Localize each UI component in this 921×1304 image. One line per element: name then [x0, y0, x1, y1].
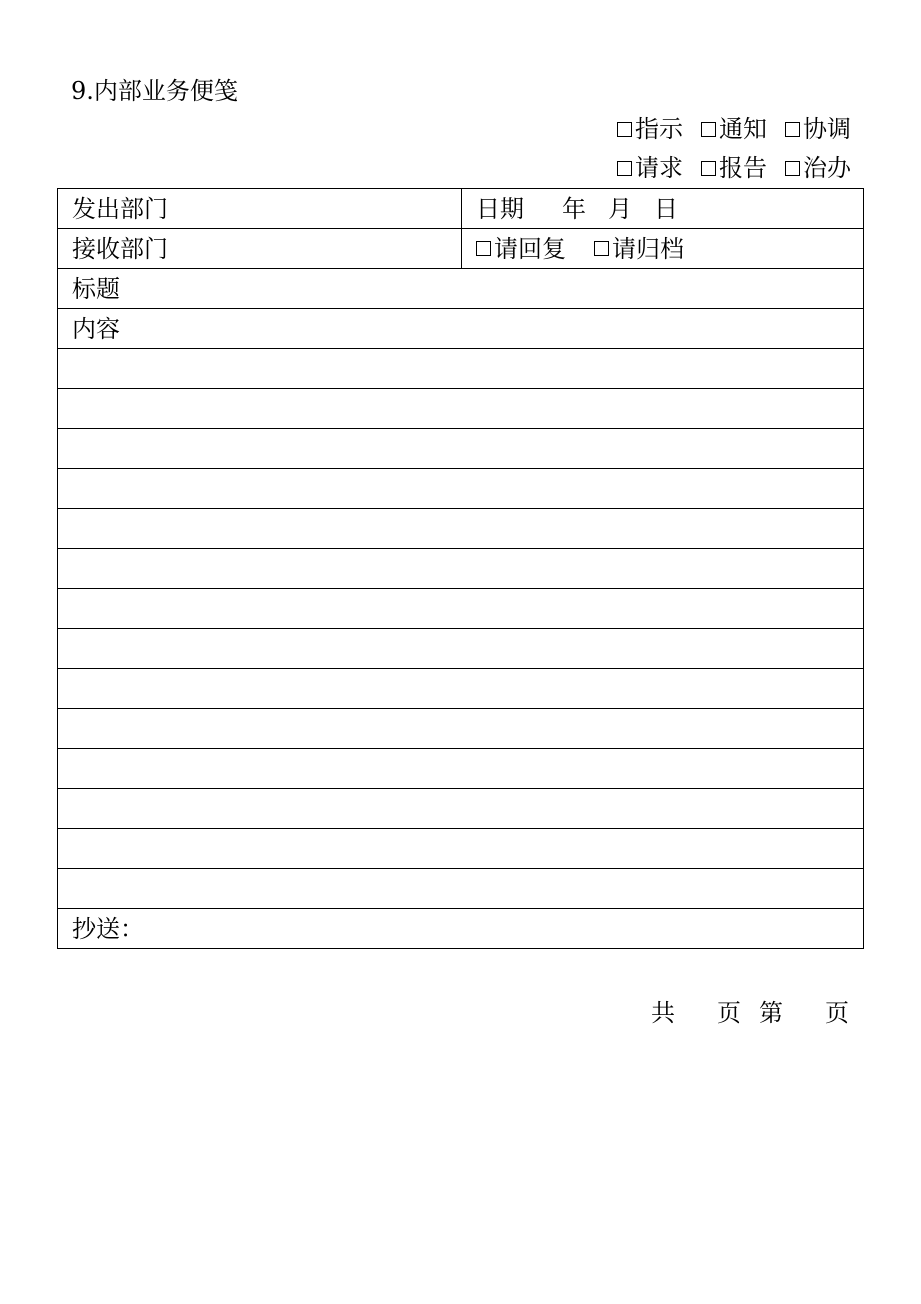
- memo-type-label: 报告: [719, 154, 767, 182]
- memo-type-option-handle[interactable]: [785, 151, 851, 185]
- month-label: 月: [608, 194, 632, 223]
- content-line-field[interactable]: [58, 549, 864, 589]
- content-line-field[interactable]: [58, 429, 864, 469]
- content-line: [58, 429, 864, 469]
- content-line: [58, 789, 864, 829]
- content-line-field[interactable]: [58, 829, 864, 869]
- content-line-field[interactable]: [58, 749, 864, 789]
- subject-field[interactable]: [58, 269, 864, 309]
- checkbox-icon[interactable]: [785, 122, 800, 137]
- reply-option[interactable]: [476, 230, 566, 268]
- checkbox-icon[interactable]: [617, 122, 632, 137]
- content-line: [58, 709, 864, 749]
- checkbox-icon[interactable]: [785, 161, 800, 176]
- memo-type-option-report[interactable]: [701, 151, 767, 185]
- memo-type-label: 请求: [635, 154, 683, 182]
- cc-row: [58, 909, 864, 949]
- content-line-field[interactable]: [58, 509, 864, 549]
- pager-page-word: 页: [717, 999, 741, 1027]
- checkbox-icon[interactable]: [701, 122, 716, 137]
- content-line: [58, 549, 864, 589]
- pager-current-prefix: 第: [759, 999, 783, 1027]
- cc-label: 抄送：: [72, 914, 144, 943]
- cc-field[interactable]: [58, 909, 864, 949]
- reply-label: 请回复: [494, 234, 566, 263]
- year-label: 年: [562, 194, 586, 223]
- date-field[interactable]: [462, 189, 864, 229]
- content-line: [58, 629, 864, 669]
- receiver-label: 接收部门: [72, 234, 168, 263]
- content-line: [58, 589, 864, 629]
- page-counter: [651, 996, 849, 1030]
- memo-type-option-coordinate[interactable]: [785, 112, 851, 146]
- memo-type-label: 协调: [803, 115, 851, 143]
- memo-type-option-instruction[interactable]: [617, 112, 683, 146]
- content-line-field[interactable]: [58, 469, 864, 509]
- subject-label: 标题: [72, 274, 120, 303]
- checkbox-icon[interactable]: [476, 241, 491, 256]
- sender-field[interactable]: [58, 189, 462, 229]
- content-line-field[interactable]: [58, 869, 864, 909]
- memo-type-option-request[interactable]: [617, 151, 683, 185]
- content-row: [58, 309, 864, 349]
- memo-type-label: 治办: [803, 154, 851, 182]
- memo-type-option-notice[interactable]: [701, 112, 767, 146]
- sender-row: [58, 189, 864, 229]
- content-line: [58, 829, 864, 869]
- content-line: [58, 469, 864, 509]
- content-field[interactable]: [58, 309, 864, 349]
- content-line-field[interactable]: [58, 669, 864, 709]
- subject-row: [58, 269, 864, 309]
- checkbox-icon[interactable]: [594, 241, 609, 256]
- content-line-field[interactable]: [58, 629, 864, 669]
- content-line: [58, 869, 864, 909]
- content-line: [58, 749, 864, 789]
- checkbox-icon[interactable]: [701, 161, 716, 176]
- receiver-row: [58, 229, 864, 269]
- memo-form-table: [57, 188, 864, 949]
- content-label: 内容: [72, 314, 120, 343]
- memo-type-row-2: [617, 151, 851, 185]
- memo-type-row-1: [617, 112, 851, 146]
- content-line-field[interactable]: [58, 389, 864, 429]
- pager-page-word-2: 页: [825, 999, 849, 1027]
- content-line-field[interactable]: [58, 349, 864, 389]
- document-title: 9.内部业务便笺: [71, 77, 238, 105]
- content-line-field[interactable]: [58, 709, 864, 749]
- receiver-field[interactable]: [58, 229, 462, 269]
- response-options: [462, 229, 864, 269]
- content-line: [58, 509, 864, 549]
- content-line: [58, 349, 864, 389]
- memo-type-label: 通知: [719, 115, 767, 143]
- content-line-field[interactable]: [58, 589, 864, 629]
- content-line: [58, 669, 864, 709]
- date-label: 日期: [476, 194, 524, 223]
- sender-label: 发出部门: [72, 194, 168, 223]
- archive-option[interactable]: [594, 230, 684, 268]
- archive-label: 请归档: [612, 234, 684, 263]
- checkbox-icon[interactable]: [617, 161, 632, 176]
- memo-type-label: 指示: [635, 115, 683, 143]
- pager-total-prefix: 共: [651, 999, 675, 1027]
- content-line-field[interactable]: [58, 789, 864, 829]
- day-label: 日: [654, 194, 678, 223]
- content-line: [58, 389, 864, 429]
